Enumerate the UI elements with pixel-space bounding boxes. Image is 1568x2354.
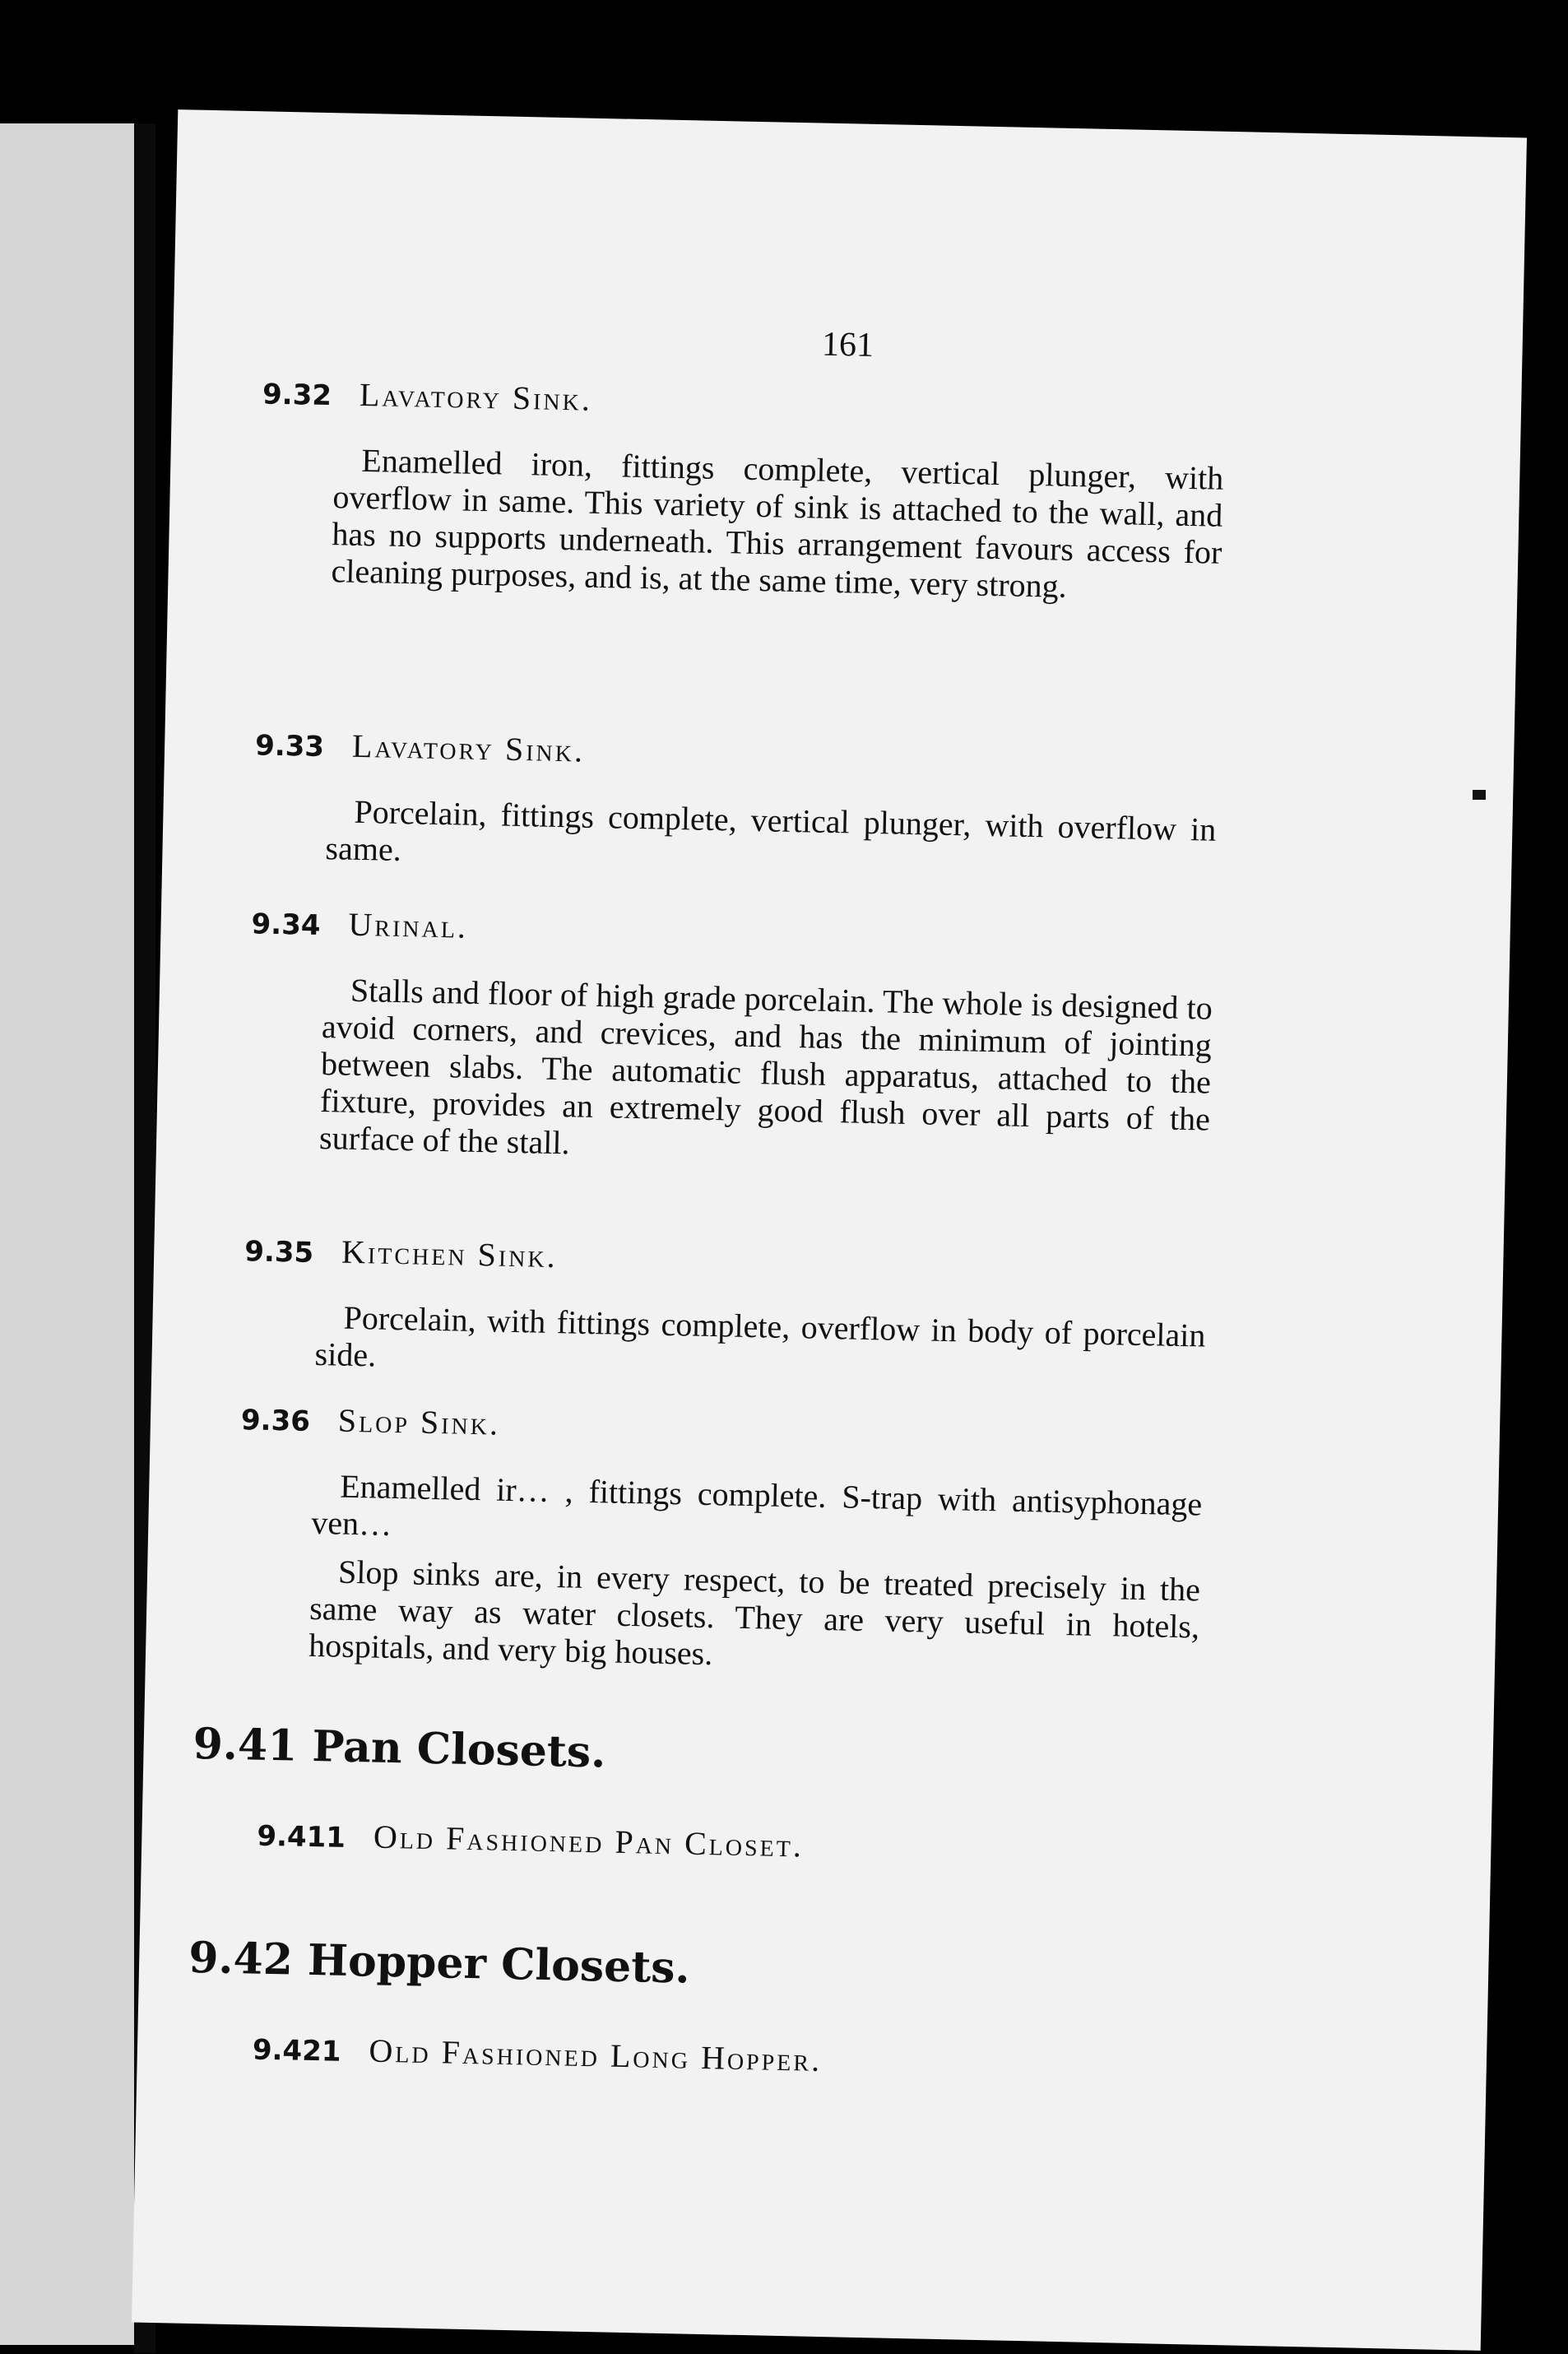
entry-title: Lavatory Sink. xyxy=(351,727,586,769)
entry-number: 9.33 xyxy=(254,729,325,764)
entry-9-33 xyxy=(253,724,1218,896)
entry-heading xyxy=(262,373,1226,431)
entry-9-34 xyxy=(246,903,1213,1186)
entry-paragraph: Enamelled ir… , fittings complete. S-trap with antisyphonage ven… xyxy=(310,1467,1203,1543)
book-page xyxy=(132,109,1527,2351)
entry-paragraph: Porcelain, with fittings complete, overflow in body of porcelain side. xyxy=(314,1298,1206,1374)
entry-number: 9.34 xyxy=(251,908,321,942)
page-number: 161 xyxy=(821,325,874,364)
entry-heading xyxy=(241,1399,1204,1457)
section-heading: 9.42 Hopper Closets. xyxy=(188,1932,691,1994)
entry-number: 9.36 xyxy=(240,1404,311,1438)
facing-page-edge xyxy=(0,123,144,2345)
entry-heading xyxy=(244,1230,1208,1288)
section-heading: 9.41 Pan Closets. xyxy=(193,1718,606,1778)
sub-entry-number: 9.421 xyxy=(252,2033,341,2068)
sub-entry-number: 9.411 xyxy=(257,1819,346,1855)
entry-heading xyxy=(251,903,1214,961)
entry-9-35 xyxy=(242,1230,1208,1402)
entry-number: 9.35 xyxy=(244,1235,314,1270)
entry-paragraph: Enamelled iron, fittings complete, vertical plunger, with overflow in same. This variety of sink is attached to the wall, and has no supports underneath. This arrangement favours access for cleaning purposes, and is, at the same time, very strong. xyxy=(331,441,1224,605)
entry-9-36 xyxy=(236,1399,1204,1693)
entry-title: Urinal. xyxy=(348,905,469,945)
entry-number: 9.32 xyxy=(262,378,332,413)
entry-title: Kitchen Sink. xyxy=(341,1233,559,1275)
entry-9-32 xyxy=(258,373,1226,619)
sub-entry-title: Old Fashioned Long Hopper. xyxy=(369,2031,823,2079)
entry-title: Slop Sink. xyxy=(337,1401,501,1442)
entry-paragraph: Slop sinks are, in every respect, to be treated precisely in the same way as water closets. They are very useful in hotels, hospitals, and very big houses. xyxy=(308,1553,1201,1673)
entry-title: Lavatory Sink. xyxy=(359,375,593,418)
sub-entry-title: Old Fashioned Pan Closet. xyxy=(373,1818,805,1864)
margin-mark xyxy=(1473,790,1486,800)
entry-heading xyxy=(255,724,1218,782)
sub-entry xyxy=(257,1815,804,1865)
sub-entry xyxy=(253,2029,823,2079)
entry-paragraph: Stalls and floor of high grade porcelain. The whole is designed to avoid corners, and crevices, and has the minimum of jointing between slabs. The automatic flush apparatus, attached to the fixture, provides an extremely good flush over all parts of the surface of the stall. xyxy=(318,971,1213,1162)
entry-paragraph: Porcelain, fittings complete, vertical plunger, with overflow in same. xyxy=(325,792,1217,868)
